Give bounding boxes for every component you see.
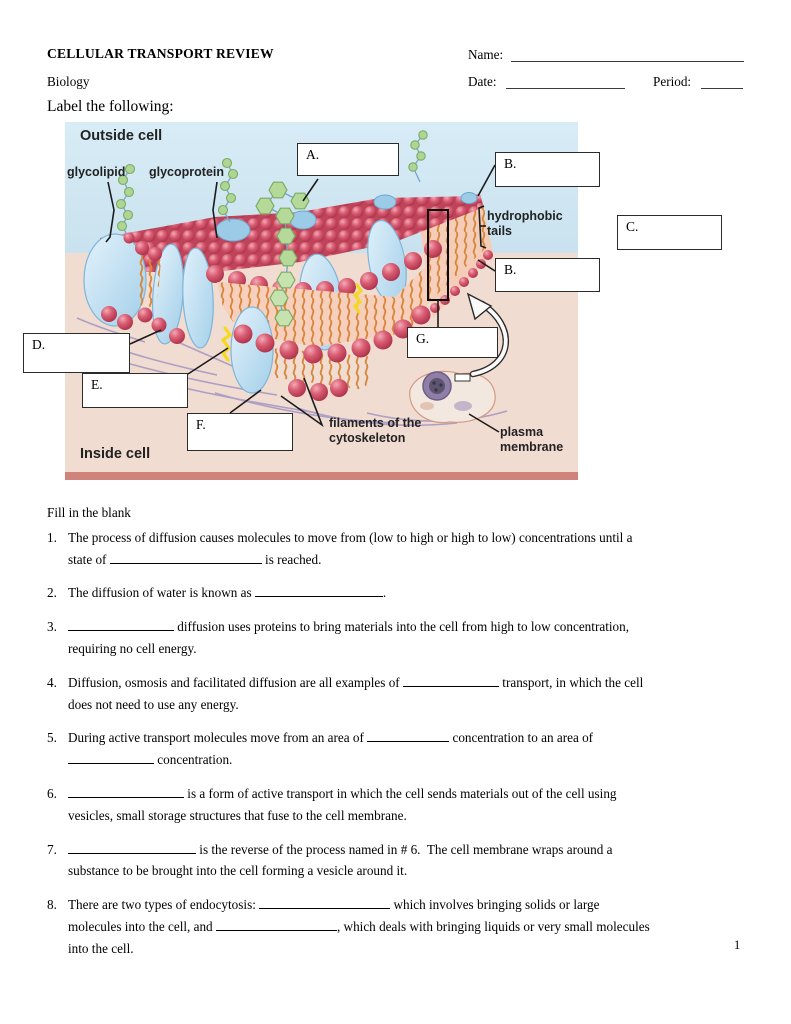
cell-inset-illustration <box>410 371 495 422</box>
questions-section <box>47 502 753 972</box>
answer-box-letter: F. <box>196 417 206 432</box>
hydrophobic-tails-label: hydrophobic tails <box>487 209 563 238</box>
period-blank-line <box>701 75 743 89</box>
glycolipid-label: glycolipid <box>67 165 126 179</box>
blank-line <box>403 672 499 687</box>
blank-line <box>259 894 390 909</box>
question-text: concentration. <box>154 752 233 768</box>
answer-box-g <box>407 327 498 358</box>
answer-box-letter: B. <box>504 156 517 171</box>
question-text: . <box>382 585 387 601</box>
question-number: 4. <box>47 674 57 690</box>
questions-list <box>47 527 753 960</box>
question-text: state of <box>68 551 110 567</box>
answer-box-b-bottom <box>495 258 600 292</box>
question-text: is the reverse of the process named in # 6. The cell membrane wraps around a <box>196 841 613 857</box>
blank-line <box>68 749 154 764</box>
question-5 <box>47 727 753 771</box>
question-number: 5. <box>47 730 57 746</box>
fill-in-the-blank-heading: Fill in the blank <box>47 505 131 520</box>
question-text: There are two types of endocytosis: <box>68 897 260 913</box>
question-2 <box>47 582 753 604</box>
question-text: transport, in which the cell <box>499 674 644 690</box>
glycoprotein-label: glycoprotein <box>149 165 225 179</box>
question-text: , which deals with bringing liquids or very small molecules <box>336 918 650 934</box>
answer-box-b-top <box>495 152 600 187</box>
question-text: During active transport molecules move from an area of <box>68 730 368 746</box>
question-text: Diffusion, osmosis and facilitated diffusion are all examples of <box>68 674 403 690</box>
question-number: 7. <box>47 841 57 857</box>
question-text: The diffusion of water is known as <box>68 585 255 601</box>
question-1 <box>47 527 753 571</box>
question-4 <box>47 672 753 716</box>
name-blank-line <box>511 48 744 62</box>
question-text: vesicles, small storage structures that fuse to the cell membrane. <box>68 807 407 823</box>
question-text: into the cell. <box>68 940 134 956</box>
blank-line <box>68 839 196 854</box>
question-text: requiring no cell energy. <box>68 640 197 656</box>
question-number: 2. <box>47 585 57 601</box>
date-blank-line <box>506 75 625 89</box>
filaments-label: filaments of the cytoskeleton <box>329 416 422 445</box>
answer-box-c <box>617 215 722 250</box>
question-number: 3. <box>47 619 57 635</box>
question-text: which involves bringing solids or large <box>390 897 600 913</box>
question-7 <box>47 839 753 883</box>
answer-box-letter: B. <box>504 262 517 277</box>
question-number: 8. <box>47 897 57 913</box>
blank-line <box>68 616 174 631</box>
answer-box-e <box>82 373 188 408</box>
answer-box-letter: A. <box>306 147 320 162</box>
answer-box-letter: C. <box>626 219 639 234</box>
course-label: Biology <box>47 74 90 89</box>
question-number: 1. <box>47 529 57 545</box>
blank-line <box>110 549 262 564</box>
question-text: diffusion uses proteins to bring materials into the cell from high to low concentration, <box>174 619 630 635</box>
question-3 <box>47 616 753 660</box>
name-label: Name: <box>468 47 504 62</box>
inside-cell-label: Inside cell <box>80 446 151 462</box>
question-8 <box>47 894 753 959</box>
outside-cell-label: Outside cell <box>80 128 163 144</box>
plasma-membrane-label: plasma membrane <box>500 425 564 454</box>
answer-box-letter: G. <box>416 331 430 346</box>
question-text: The process of diffusion causes molecules to move from (low to high or high to low) concentrations until a <box>68 529 633 545</box>
blank-line <box>68 783 184 798</box>
question-text: is a form of active transport in which the cell sends materials out of the cell using <box>184 785 617 801</box>
answer-box-letter: E. <box>91 377 103 392</box>
answer-box-f <box>187 413 293 451</box>
answer-box-letter: D. <box>32 337 46 352</box>
answer-box-d <box>23 333 130 373</box>
magnified-region-box <box>455 374 470 381</box>
question-6 <box>47 783 753 827</box>
question-text: does not need to use any energy. <box>68 696 239 712</box>
question-text: molecules into the cell, and <box>68 918 216 934</box>
date-label: Date: <box>468 74 497 89</box>
page-number: 1 <box>734 938 741 952</box>
blank-line <box>367 727 449 742</box>
question-text: substance to be brought into the cell forming a vesicle around it. <box>68 863 408 879</box>
blank-line <box>216 916 337 931</box>
question-text: concentration to an area of <box>449 730 594 746</box>
image-bottom-strip <box>65 472 578 480</box>
question-text: is reached. <box>261 551 322 567</box>
page-title: CELLULAR TRANSPORT REVIEW <box>47 46 274 61</box>
question-number: 6. <box>47 785 57 801</box>
label-instruction: Label the following: <box>47 98 174 115</box>
answer-box-a <box>297 143 399 176</box>
period-label: Period: <box>653 74 692 89</box>
blank-line <box>255 582 383 597</box>
